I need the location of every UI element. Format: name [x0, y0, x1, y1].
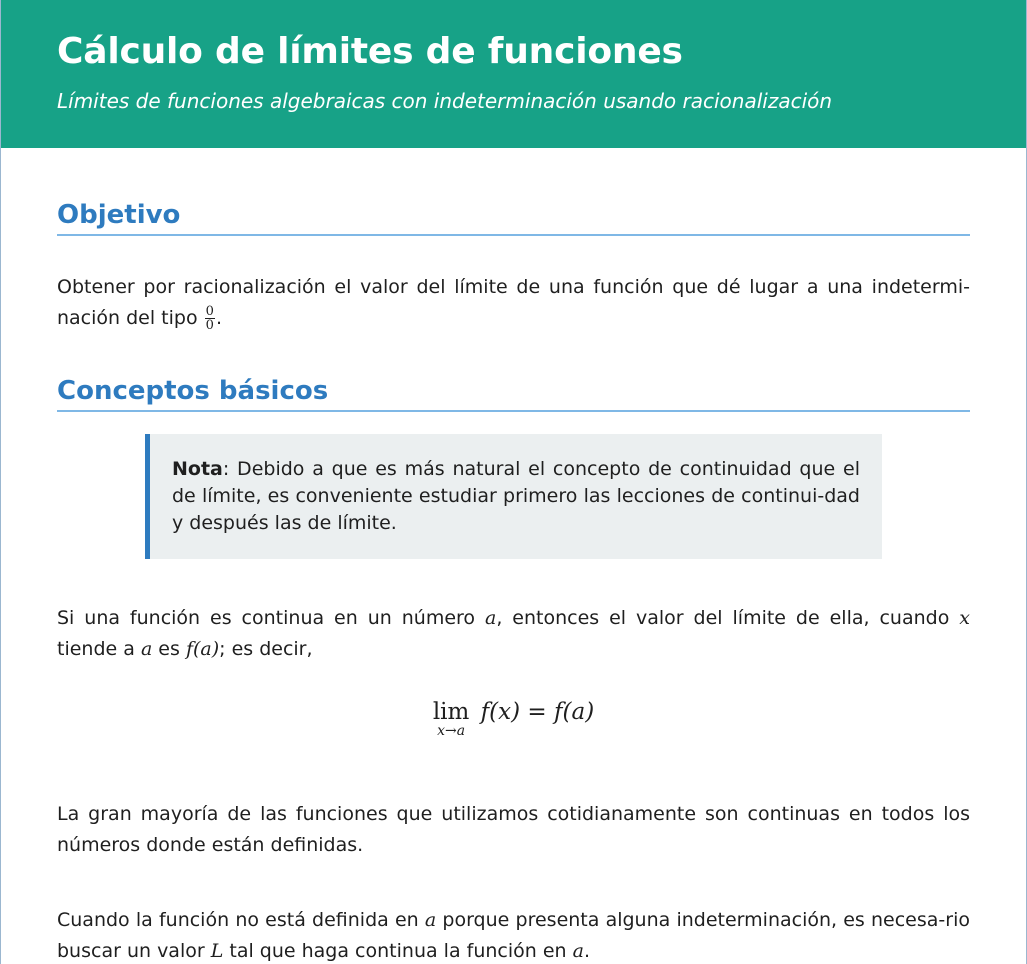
- continuity-paragraph: [57, 603, 970, 665]
- math-var-a: a: [572, 940, 584, 962]
- math-var-x: x: [959, 607, 970, 629]
- math-var-a: a: [424, 909, 437, 931]
- text-span: Si una función es continua en un número: [57, 607, 485, 629]
- math-var-a: a: [140, 638, 153, 660]
- majority-paragraph: La gran mayoría de las funciones que utilizamos cotidianamente son continuas en todos los números donde están definidas.: [57, 803, 970, 856]
- objetivo-paragraph: [57, 272, 970, 334]
- note-box: [145, 434, 882, 559]
- objetivo-period: .: [215, 307, 222, 329]
- text-span: ; es decir,: [219, 638, 313, 660]
- text-span: es: [152, 638, 186, 660]
- page-subtitle: Límites de funciones algebraicas con indeterminación usando racionalización: [57, 89, 833, 113]
- limit-operator: [433, 699, 470, 737]
- fraction-numerator: 0: [205, 304, 214, 319]
- page-title: Cálculo de límites de funciones: [57, 31, 683, 72]
- text-span: , entonces el valor del límite de ella, cuando: [496, 607, 960, 629]
- text-span: tal que haga continua la función en: [223, 940, 573, 962]
- math-var-L: L: [210, 940, 224, 962]
- text-span: Cuando la función no está definida en: [57, 909, 425, 931]
- note-label: Nota: [172, 458, 223, 480]
- math-var-a: a: [484, 607, 497, 629]
- display-equation: [57, 699, 970, 759]
- fraction-denominator: 0: [205, 318, 214, 333]
- page-header: [1, 0, 1026, 148]
- text-span: tiende a: [57, 638, 141, 660]
- limit-subscript: x→a: [437, 723, 466, 739]
- objetivo-text: Obtener por racionalización el valor del límite de una función que dé lugar a una indetermi-nación del tipo: [57, 276, 970, 329]
- section-title-conceptos: Conceptos básicos: [57, 376, 970, 412]
- text-span: .: [583, 940, 590, 962]
- math-f-of-a: f(a): [185, 638, 220, 660]
- limit-expression: f(x) = f(a): [480, 699, 595, 725]
- section-title-objetivo: Objetivo: [57, 200, 970, 236]
- note-text: : Debido a que es más natural el concepto de continuidad que el de límite, es conveniente estudiar primero las lecciones de continui-dad y después las de límite.: [172, 458, 860, 534]
- fraction-zero-over-zero: [205, 305, 215, 332]
- main-content: [1, 200, 1026, 964]
- limit-word: lim: [432, 699, 470, 725]
- indetermination-paragraph: [57, 905, 970, 964]
- text-span: porque presenta alguna indeterminación, es necesa-rio buscar un valor: [57, 909, 970, 962]
